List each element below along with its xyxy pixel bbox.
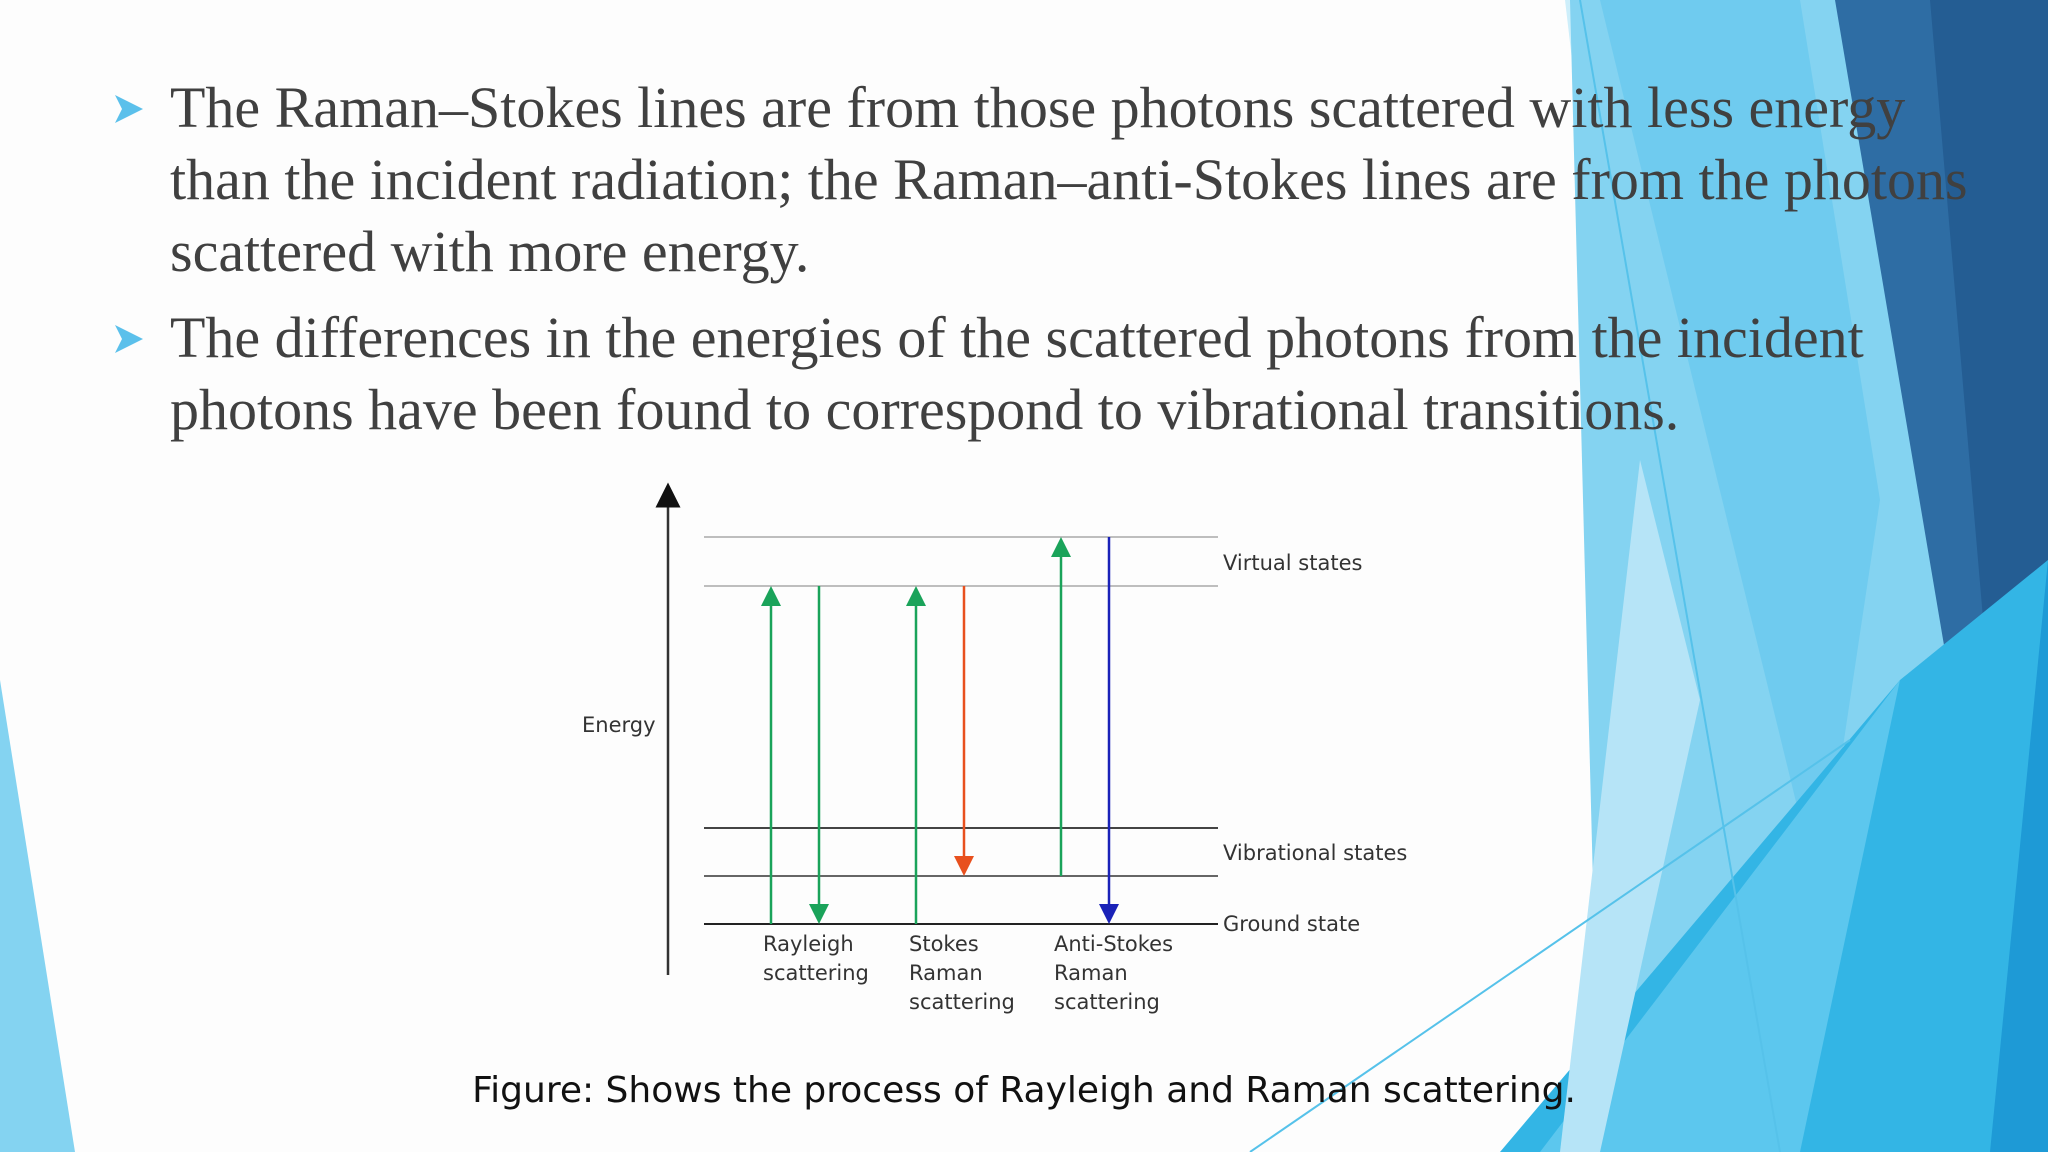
ground-state-label: Ground state — [1223, 912, 1361, 936]
bullet-1-line-1: The Raman–Stokes lines are from those photons scattered with less energy — [170, 75, 1906, 140]
antistokes-label-line-2: Raman — [1054, 961, 1128, 985]
stokes-label-line-2: Raman — [909, 961, 983, 985]
bullet-1-line-3: scattered with more energy. — [170, 219, 810, 284]
rayleigh-label-line-1: Rayleigh — [763, 932, 854, 956]
figure-caption — [0, 1070, 2048, 1111]
bullet-1-line-2: than the incident radiation; the Raman–anti-Stokes lines are from the photons — [170, 147, 1968, 212]
figure-caption-text: Figure: Shows the process of Rayleigh and Raman scattering. — [472, 1070, 1576, 1111]
bullet-2-line-1: The differences in the energies of the scattered photons from the incident — [170, 305, 1864, 370]
bullet-2-line-2: photons have been found to correspond to vibrational transitions. — [170, 377, 1680, 442]
rayleigh-label-line-2: scattering — [763, 961, 869, 985]
antistokes-label-line-3: scattering — [1054, 990, 1160, 1014]
stokes-label-line-3: scattering — [909, 990, 1015, 1014]
vibrational-states-label: Vibrational states — [1223, 841, 1408, 865]
energy-label: Energy — [582, 713, 656, 737]
antistokes-label-line-1: Anti-Stokes — [1054, 932, 1174, 956]
virtual-states-label: Virtual states — [1223, 551, 1363, 575]
stokes-label-line-1: Stokes — [909, 932, 979, 956]
